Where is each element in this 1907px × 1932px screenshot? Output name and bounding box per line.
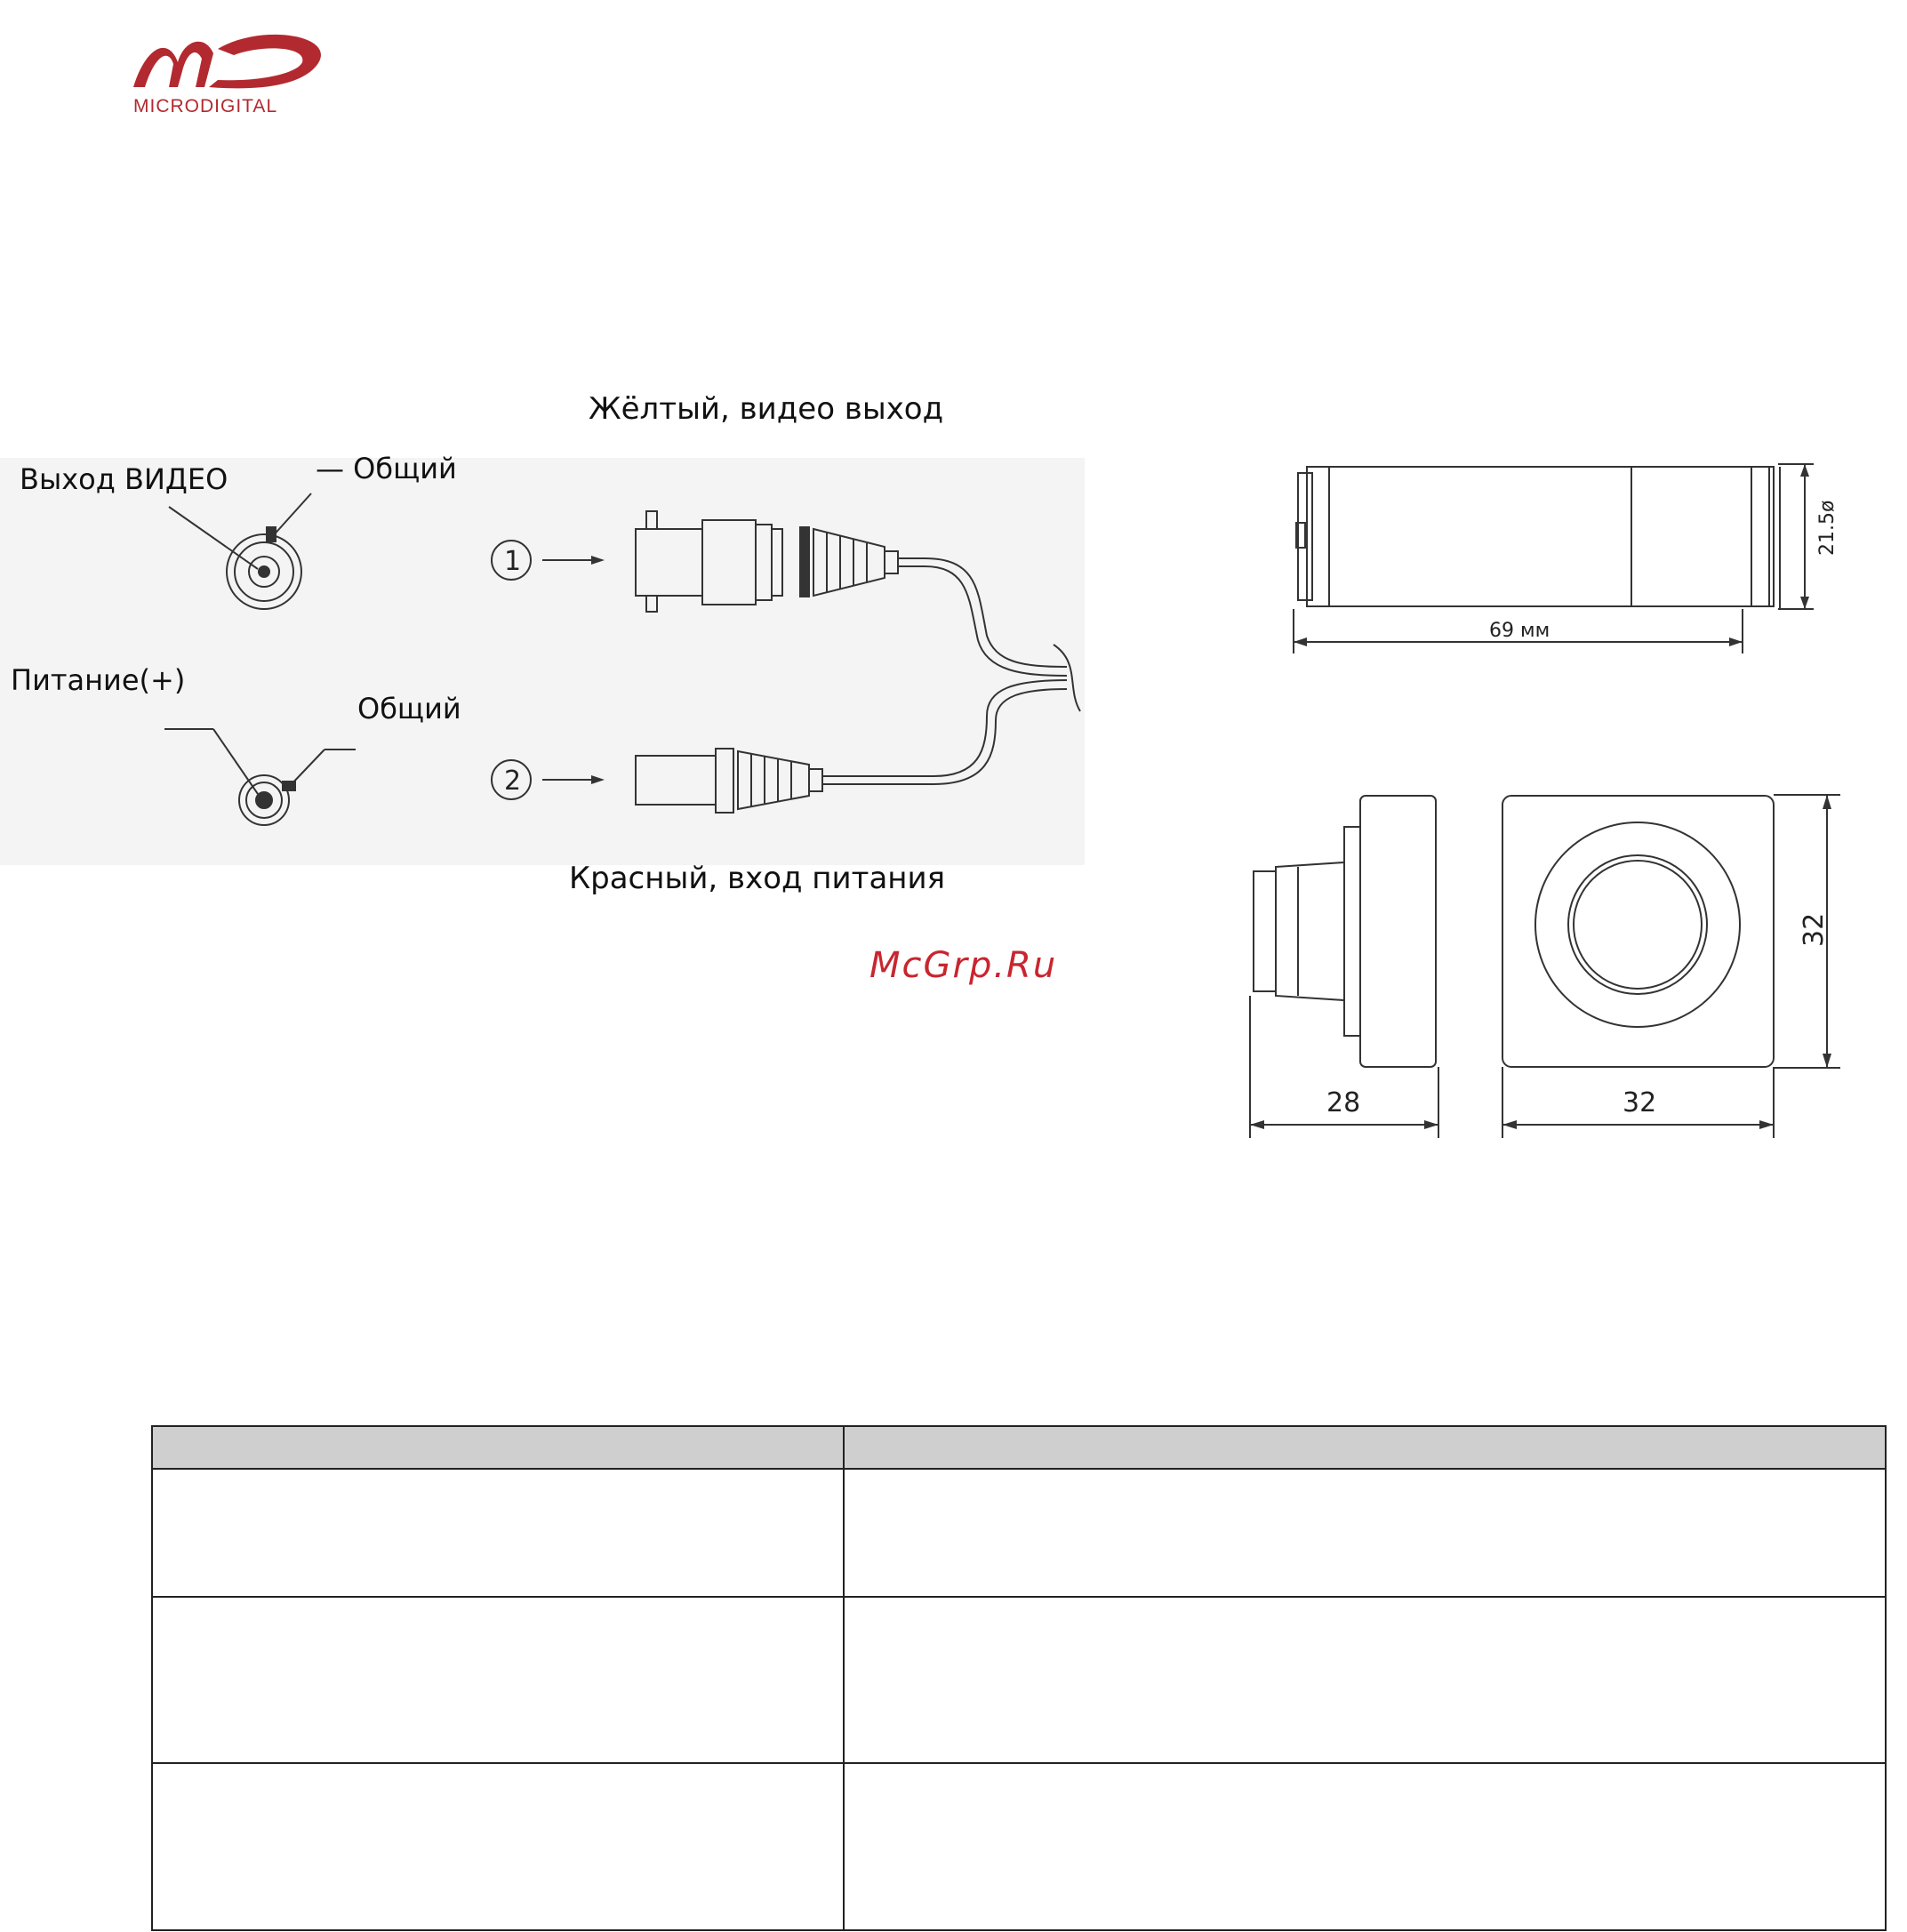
table-header-cell <box>844 1426 1886 1469</box>
table-row <box>152 1763 1886 1930</box>
spec-table <box>151 1425 1887 1931</box>
side-depth-dimension: 28 <box>1326 1087 1361 1118</box>
video-out-label: Выход ВИДЕО <box>20 462 228 496</box>
power-label: Питание(+) <box>11 663 186 697</box>
logo-brand-text: MICRODIGITAL <box>133 96 278 116</box>
length-dimension: 69 мм <box>1489 620 1550 642</box>
table-cell <box>844 1469 1886 1597</box>
bnc-socket-icon <box>169 493 311 609</box>
front-height-dimension: 32 <box>1799 912 1830 947</box>
diameter-dimension: 21.5ø <box>1816 500 1839 556</box>
connector-1-number: 1 <box>504 546 522 577</box>
common-label-bottom: Общий <box>357 692 461 726</box>
wiring-diagram <box>0 458 1085 865</box>
front-width-dimension: 32 <box>1623 1087 1657 1118</box>
top-caption: Жёлтый, видео выход <box>589 391 944 427</box>
table-cell <box>152 1597 844 1763</box>
table-cell <box>152 1763 844 1930</box>
bottom-caption: Красный, вход питания <box>569 861 946 896</box>
common-label-top: — Общий <box>316 452 457 485</box>
bnc-plug-icon <box>636 511 898 612</box>
watermark: McGrp.Ru <box>869 945 1058 986</box>
table-header-row <box>152 1426 1886 1469</box>
table-row <box>152 1597 1886 1763</box>
table-cell <box>844 1763 1886 1930</box>
dc-socket-icon <box>164 729 356 825</box>
dimension-drawings <box>1245 445 1903 1174</box>
camera-body-side-view <box>1294 464 1814 653</box>
connector-2-number: 2 <box>504 766 522 797</box>
table-cell <box>152 1469 844 1597</box>
table-row <box>152 1469 1886 1597</box>
table-header-cell <box>152 1426 844 1469</box>
module-front-view <box>1502 795 1840 1138</box>
dc-plug-icon <box>636 749 822 813</box>
table-cell <box>844 1597 1886 1763</box>
